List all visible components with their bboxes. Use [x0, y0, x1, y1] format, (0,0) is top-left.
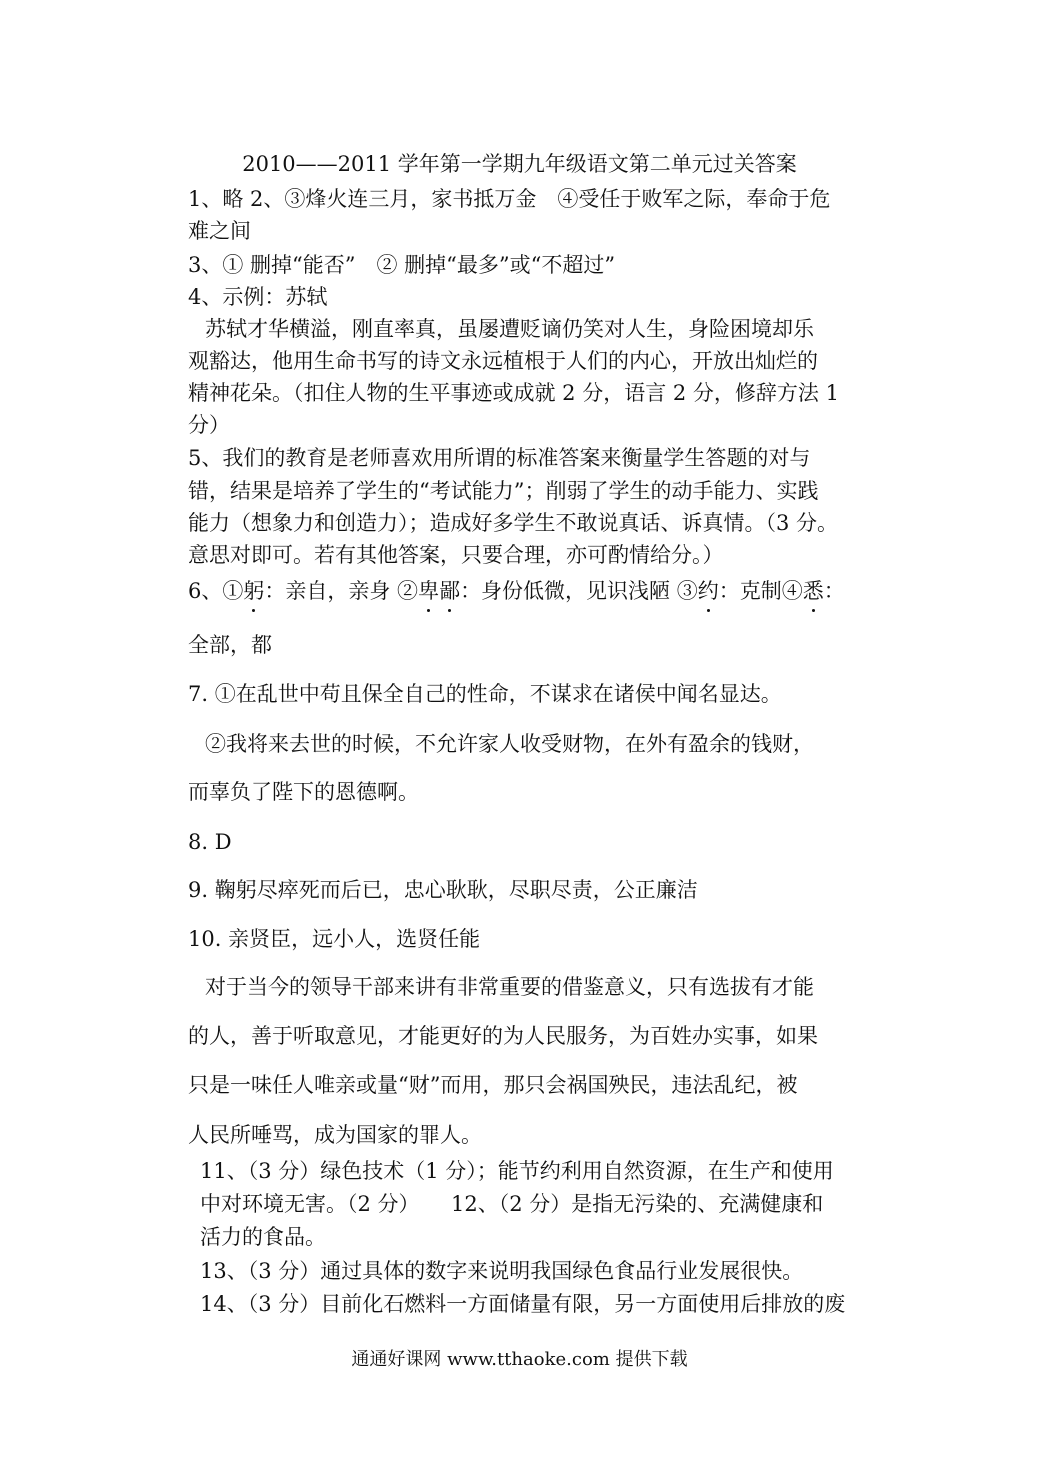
answer-line: 观豁达，他用生命书写的诗文永远植根于人们的内心，开放出灿烂的	[188, 349, 818, 373]
answer-line: 11、（3 分）绿色技术（1 分）；能节约利用自然资源，在生产和使用	[200, 1159, 834, 1183]
answer-line: ②我将来去世的时候，不允许家人收受财物，在外有盈余的钱财，	[205, 732, 814, 756]
answer-line: 难之间	[188, 219, 251, 243]
answer-line: 4、示例：苏轼	[188, 285, 328, 309]
q6-keyword: 悉	[803, 576, 824, 606]
answer-line: 5、我们的教育是老师喜欢用所谓的标准答案来衡量学生答题的对与	[188, 446, 811, 470]
q6-definition: ：亲自，亲身 ②	[264, 579, 419, 603]
answer-line: 人民所唾骂，成为国家的罪人。	[188, 1123, 482, 1147]
answer-line: 7. ①在乱世中苟且保全自己的性命，不谋求在诸侯中闻名显达。	[188, 682, 782, 706]
q6-definition: ：克制④	[718, 579, 803, 603]
answer-line: 13、（3 分）通过具体的数字来说明我国绿色食品行业发展很快。	[200, 1259, 804, 1283]
answer-line: 意思对即可。若有其他答案，只要合理，亦可酌情给分。）	[188, 543, 724, 567]
answer-line: 能力（想象力和创造力）；造成好多学生不敢说真话、诉真情。（3 分。	[188, 511, 839, 535]
answer-line: 对于当今的领导干部来讲有非常重要的借鉴意义，只有选拔有才能	[205, 975, 814, 999]
answer-line: 分）	[188, 413, 230, 437]
answer-line: 苏轼才华横溢，刚直率真，虽屡遭贬谪仍笑对人生，身险困境却乐	[205, 317, 814, 341]
answer-line: 精神花朵。（扣住人物的生平事迹或成就 2 分，语言 2 分，修辞方法 1	[188, 381, 839, 405]
answer-line: 1、略 2、③烽火连三月，家书抵万金 ④受任于败军之际，奉命于危	[188, 187, 831, 211]
answer-line-q6	[188, 576, 868, 606]
q6-keyword: 卑	[418, 576, 439, 606]
answer-line: 10. 亲贤臣，远小人，选贤任能	[188, 927, 481, 951]
q6-keyword: 鄙	[439, 576, 460, 606]
answer-line: 只是一味任人唯亲或量“财”而用，那只会祸国殃民，违法乱纪，被	[188, 1073, 798, 1097]
answer-line: 而辜负了陛下的恩德啊。	[188, 780, 419, 804]
answer-line: 中对环境无害。（2 分） 12、（2 分）是指无污染的、充满健康和	[200, 1192, 824, 1216]
answer-line: 9. 鞠躬尽瘁死而后已，忠心耿耿，尽职尽责，公正廉洁	[188, 878, 698, 902]
answer-line: 3、① 删掉“能否” ② 删掉“最多”或“不超过”	[188, 253, 616, 277]
answer-line: 活力的食品。	[200, 1225, 326, 1249]
answer-line: 8. D	[188, 830, 232, 854]
document-title: 2010——2011 学年第一学期九年级语文第二单元过关答案	[242, 152, 797, 176]
q6-keyword: 躬	[243, 576, 264, 606]
answer-line: 14、（3 分）目前化石燃料一方面储量有限，另一方面使用后排放的废	[200, 1292, 846, 1316]
q6-keyword: 约	[698, 576, 719, 606]
q6-definition: ：	[823, 579, 845, 603]
answer-line: 错，结果是培养了学生的“考试能力”；削弱了学生的动手能力、实践	[188, 479, 819, 503]
q6-prefix: 6、①	[188, 579, 244, 603]
page-footer: 通通好课网 www.tthaoke.com 提供下载	[351, 1349, 688, 1370]
answer-line: 全部，都	[188, 633, 272, 657]
q6-definition: ：身份低微，见识浅陋 ③	[460, 579, 698, 603]
answer-line: 的人，善于听取意见，才能更好的为人民服务，为百姓办实事，如果	[188, 1024, 818, 1048]
